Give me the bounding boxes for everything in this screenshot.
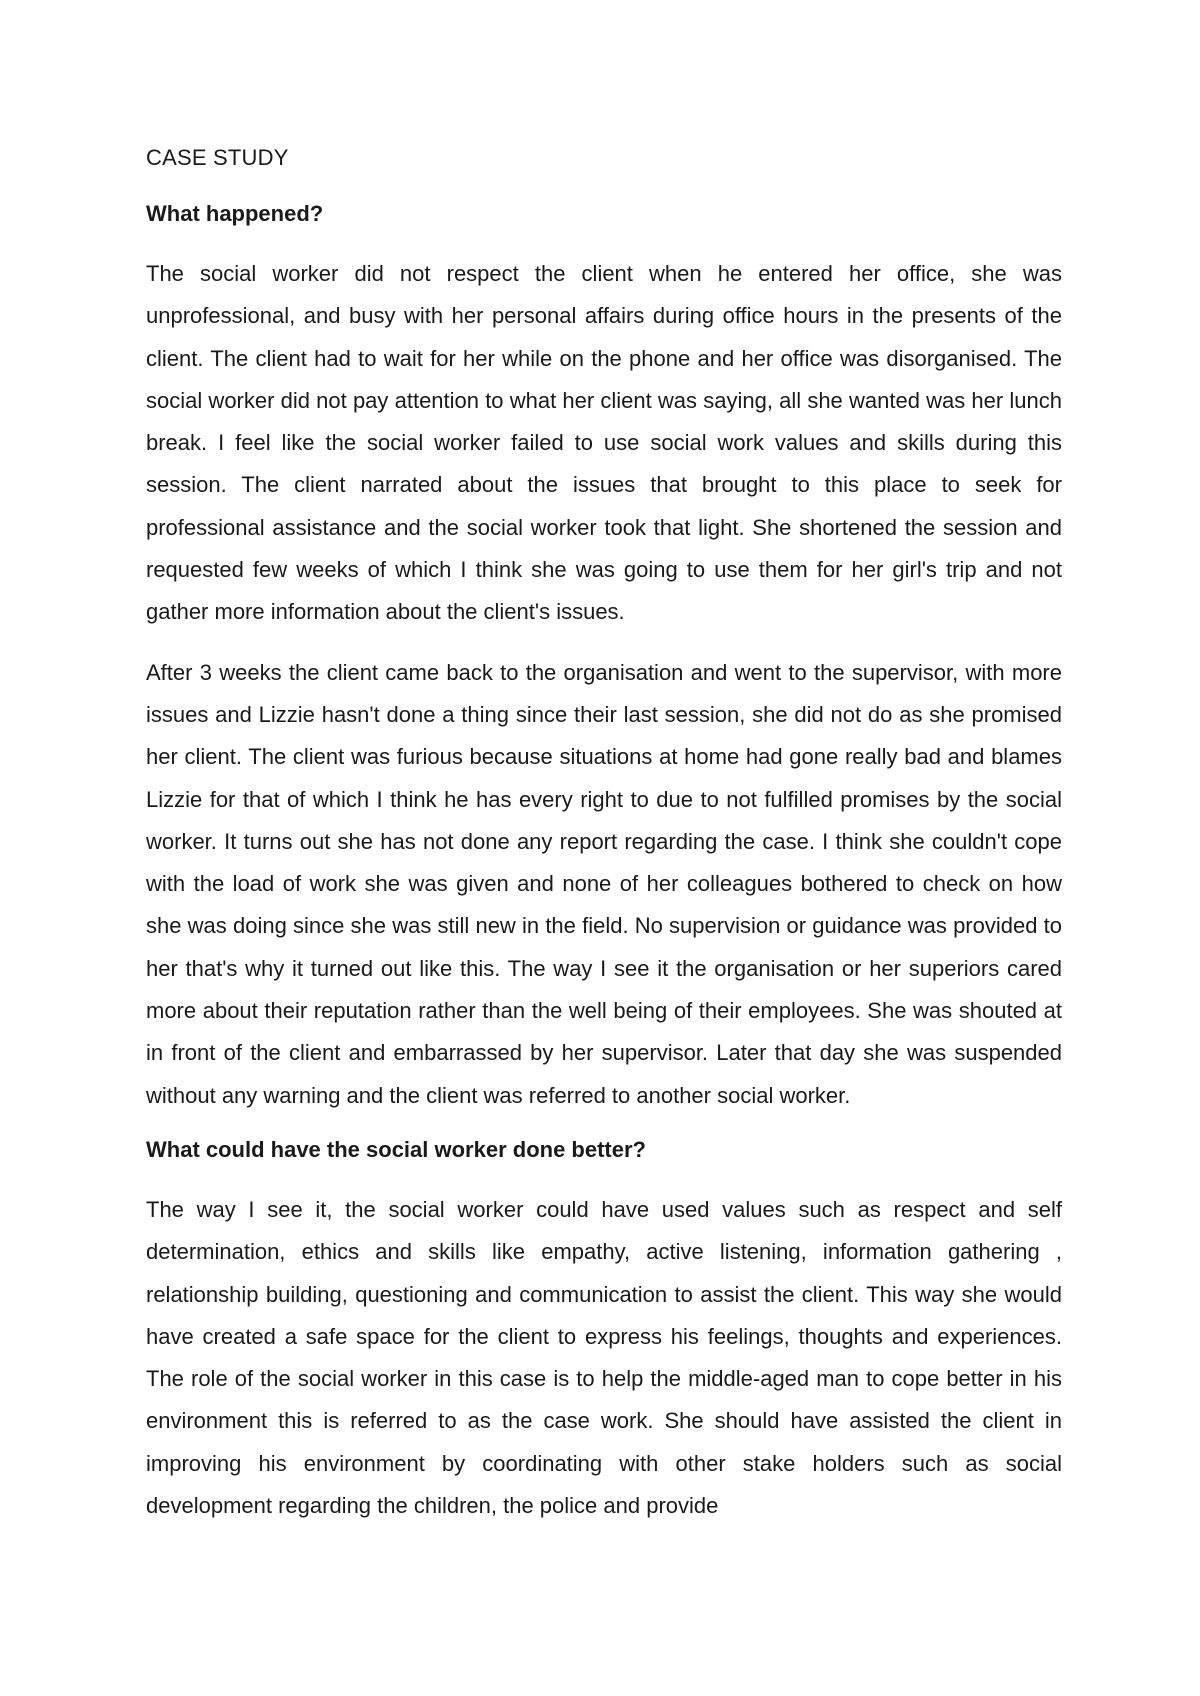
paragraph: The way I see it, the social worker could have used values such as respect and self determination, ethics and skills like empathy, active listening, information gathering , relationship building, questioning and communication to assist the client. This way she would have created a safe space for the client to express his feelings, thoughts and experiences. The role of the social worker in this case is to help the middle-aged man to cope better in his environment this is referred to as the case work. She should have assisted the client in improving his environment by coordinating with other stake holders such as social development regarding the children, the police and provide (146, 1196, 1062, 1519)
paragraph: The social worker did not respect the client when he entered her office, she was unprofessional, and busy with her personal affairs during office hours in the presents of the client. The client had to wait for her while on the phone and her office was disorganised. The social worker did not pay attention to what her client was saying, all she wanted was her lunch break. I feel like the social worker failed to use social work values and skills during this session. The client narrated about the issues that brought to this place to seek for professional assistance and the social worker took that light. She shortened the session and requested few weeks of which I think she was going to use them for her girl's trip and not gather more information about the client's issues. (146, 261, 1062, 625)
section-heading-what-happened: What happened? (146, 201, 324, 226)
paragraph: After 3 weeks the client came back to the organisation and went to the supervisor, with more issues and Lizzie hasn't done a thing since their last session, she did not do as she promised her client. The client was furious because situations at home had gone really bad and blames Lizzie for that of which I think he has every right to due to not fulfilled promises by the social worker. It turns out she has not done any report regarding the case. I think she couldn't cope with the load of work she was given and none of her colleagues bothered to check on how she was doing since she was still new in the field. No supervision or guidance was provided to her that's why it turned out like this. The way I see it the organisation or her superiors cared more about their reputation rather than the well being of their employees. She was shouted at in front of the client and embarrassed by her supervisor. Later that day she was suspended without any warning and the client was referred to another social worker. (146, 659, 1062, 1108)
section-heading-what-could-be-better: What could have the social worker done better? (146, 1136, 646, 1162)
document-title: CASE STUDY (146, 145, 289, 170)
document-body (146, 143, 1062, 1527)
